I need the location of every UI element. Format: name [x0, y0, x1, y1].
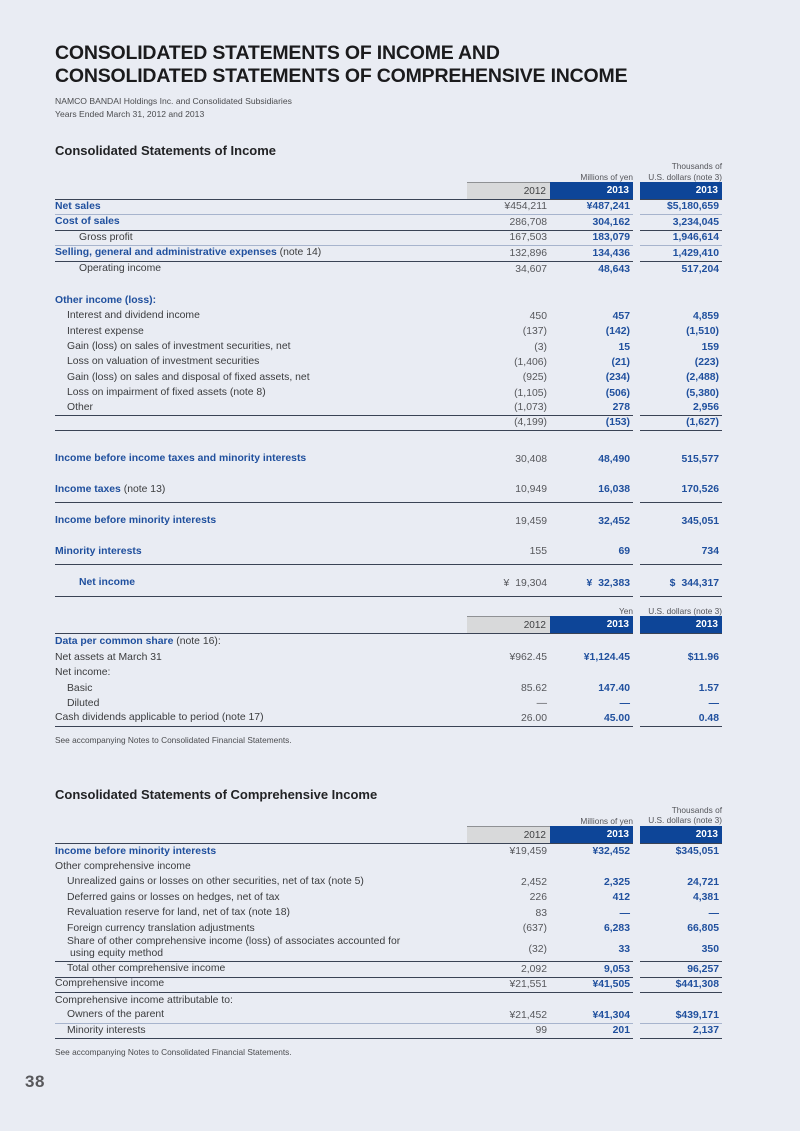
table-row: [55, 696, 722, 711]
table-row: [55, 711, 722, 726]
cell-2012: 286,708: [509, 216, 547, 228]
table-row: [55, 844, 722, 859]
row-label-text: Interest expense: [67, 325, 144, 337]
row-label-text: Other income (loss):: [55, 294, 157, 306]
cell-2013-yen: [550, 859, 633, 874]
row-label-text: Income before income taxes and minority interests: [55, 453, 307, 465]
page-number: 38: [25, 1072, 45, 1091]
cell-2013-yen: [550, 577, 633, 591]
cell-2013-usd: (2,488): [686, 372, 719, 384]
row-label: [55, 875, 467, 890]
cell-2013-yen: [550, 665, 633, 680]
cell-2012: 2,092: [520, 963, 547, 975]
year-cell-2013-usd: 2013: [640, 616, 722, 633]
row-label-text: Other comprehensive income: [55, 861, 191, 873]
row-label: [55, 355, 467, 370]
income-statement-table: [55, 161, 722, 597]
table-row: [55, 905, 722, 920]
row-label-text: Other: [67, 401, 93, 413]
row-label-text: Loss on impairment of fixed assets (note 8): [67, 387, 266, 399]
cell-2013-usd: 515,577: [681, 453, 719, 465]
row-label: [55, 324, 467, 339]
row-label-text: Unrealized gains or losses on other securities, net of tax (note 5): [67, 876, 364, 888]
fiscal-years: Years Ended March 31, 2012 and 2013: [55, 109, 205, 119]
cell-2012: [467, 634, 550, 649]
cell-2012: (4,199): [514, 417, 547, 429]
units-label-yen: Yen: [618, 606, 633, 617]
table-row: [55, 577, 722, 597]
cell-2013-yen: 304,162: [592, 216, 630, 228]
table-spacer: [55, 431, 722, 441]
cell-2012: 26.00: [520, 712, 547, 724]
units-usd-line1: Thousands of: [671, 804, 722, 815]
table-row: [55, 453, 722, 472]
row-label-text: Income before minority interests: [55, 515, 217, 527]
cell-2013-yen: —: [619, 698, 630, 710]
table-spacer: [55, 277, 722, 293]
row-label: [55, 921, 467, 936]
row-label-text: Gain (loss) on sales of investment securities, net: [67, 341, 291, 353]
cell-2013-usd: 3,234,045: [672, 216, 719, 228]
cell-2013-yen: (234): [605, 372, 630, 384]
table-row: [55, 1024, 722, 1039]
page-subtitle: [55, 95, 722, 121]
cell-2013-usd: —: [708, 698, 719, 710]
row-label-text: Operating income: [79, 263, 162, 275]
row-label: [55, 416, 467, 430]
cell-2013-usd: 1.57: [698, 683, 719, 695]
cell-2012: 34,607: [515, 263, 547, 275]
table-row: [55, 546, 722, 566]
row-label-line2: using equity method: [70, 947, 163, 959]
comprehensive-statement-title: Consolidated Statements of Comprehensive Income: [55, 786, 378, 802]
cell-2012: (137): [522, 326, 547, 338]
row-label-text: Net assets at March 31: [55, 651, 162, 663]
row-label-text: Minority interests: [55, 545, 142, 557]
row-label: [55, 890, 467, 905]
income-statement-title: Consolidated Statements of Income: [55, 143, 277, 158]
table-row: [55, 634, 722, 649]
row-label: [55, 844, 467, 859]
cell-2012: (1,406): [514, 356, 547, 368]
row-label-text: Gain (loss) on sales and disposal of fixed assets, net: [67, 371, 310, 383]
units-row: [55, 606, 722, 617]
units-label-yen: Millions of yen: [580, 172, 633, 182]
table-row: [55, 246, 722, 261]
cell-2012: [467, 665, 550, 680]
cell-2013-usd: 0.48: [698, 712, 719, 724]
row-label: [55, 859, 467, 874]
units-label-usd: [633, 161, 722, 182]
cell-2013-yen: 183,079: [592, 232, 630, 244]
row-label: [55, 515, 467, 529]
row-label: [55, 577, 467, 591]
row-label: [55, 231, 467, 245]
cell-2013-usd: (1,510): [686, 326, 719, 338]
cell-2013-yen: ¥1,124.45: [583, 652, 630, 664]
cell-2013-usd: (223): [694, 356, 719, 368]
cell-2013-usd: 350: [701, 944, 719, 956]
cell-2012: (3): [534, 341, 547, 353]
page-title-line1: CONSOLIDATED STATEMENTS OF INCOME AND: [55, 42, 500, 64]
cell-2013-usd: [640, 293, 722, 308]
table-row: [55, 215, 722, 230]
row-label: [55, 1024, 467, 1038]
row-label-text: Total other comprehensive income: [67, 963, 226, 975]
row-label: [55, 484, 467, 498]
cell-2012: 155: [529, 546, 547, 558]
row-label: [55, 246, 467, 260]
cell-2013-usd: $345,051: [675, 846, 719, 858]
table-row: [55, 262, 722, 277]
per-share-table: [55, 606, 722, 727]
cell-2013-yen: 147.40: [598, 683, 630, 695]
cell-2013-yen: 6,283: [603, 923, 630, 935]
row-label: [55, 905, 467, 920]
cell-2013-usd: 170,526: [681, 484, 719, 496]
cell-2012: 30,408: [515, 453, 547, 465]
comprehensive-footnote: See accompanying Notes to Consolidated Financial Statements.: [55, 1047, 292, 1058]
table-row: [55, 875, 722, 890]
cell-2013-usd: 517,204: [681, 263, 719, 275]
cell-2012: 83: [535, 907, 547, 919]
cell-2013-yen: [550, 993, 633, 1008]
row-label-text: Net income:: [55, 667, 111, 679]
row-label: [55, 453, 467, 467]
currency-symbol: ¥: [503, 577, 510, 589]
row-label: [55, 215, 467, 229]
units-usd-line1: Thousands of: [671, 161, 722, 171]
page-title: [55, 42, 722, 88]
table-row: [55, 484, 722, 504]
table-row: [55, 890, 722, 905]
cell-2012: —: [536, 698, 547, 710]
cell-2012: 19,459: [515, 515, 547, 527]
row-label-text: Diluted: [67, 697, 100, 709]
page-content: [55, 0, 722, 1057]
cell-2013-usd: $439,171: [675, 1009, 719, 1021]
row-label: [55, 293, 467, 308]
cell-2013-yen: 9,053: [603, 963, 630, 975]
cell-2013-yen: 2,325: [603, 876, 630, 888]
table-row: [55, 416, 722, 431]
row-label: [55, 546, 467, 560]
table-row: [55, 370, 722, 385]
cell-2013-yen: (153): [605, 417, 630, 429]
cell-2012: ¥21,452: [509, 1009, 547, 1021]
units-usd-line2: U.S. dollars (note 3): [648, 605, 722, 616]
cell-2013-yen: ¥487,241: [586, 201, 630, 213]
cell-2012: 2,452: [520, 876, 547, 888]
row-label: [55, 993, 467, 1008]
row-label-text: Net sales: [55, 200, 101, 212]
row-label: [55, 370, 467, 385]
cell-2013-usd: 4,859: [692, 310, 719, 322]
units-label-usd: [633, 606, 722, 617]
cell-2013-usd: —: [708, 907, 719, 919]
table-row: [55, 665, 722, 680]
row-label-text: Interest and dividend income: [67, 310, 200, 322]
row-label: [55, 665, 467, 680]
cell-2012: [467, 993, 550, 1008]
cell-2013-yen: 32,452: [598, 515, 630, 527]
year-cell-2013-yen: 2013: [550, 616, 633, 633]
cell-2013-yen: [550, 634, 633, 649]
cell-2013-usd: $441,308: [675, 978, 719, 990]
row-label-text: Gross profit: [79, 231, 133, 243]
row-label-text: Loss on valuation of investment securities: [67, 356, 260, 368]
row-label: [55, 339, 467, 354]
year-cell-2013-usd: 2013: [640, 182, 722, 199]
cell-2012: 450: [529, 310, 547, 322]
table-row: [55, 401, 722, 416]
cell-2013-yen: —: [619, 907, 630, 919]
row-label: [55, 1008, 467, 1022]
row-label: [55, 401, 467, 415]
row-label: [55, 696, 467, 711]
cell-2013-yen: 69: [618, 546, 630, 558]
cell-2012: ¥454,211: [504, 201, 547, 213]
row-label-text: Owners of the parent: [67, 1009, 165, 1021]
comprehensive-statement-table: [55, 805, 722, 1039]
cell-2013-yen: 278: [612, 402, 630, 414]
cell-2012: [467, 293, 550, 308]
cell-2013-usd: 2,137: [692, 1025, 719, 1037]
per-share-footnote: See accompanying Notes to Consolidated Financial Statements.: [55, 734, 292, 745]
cell-2013-usd: (5,380): [686, 387, 719, 399]
row-note: (note 16):: [173, 636, 221, 648]
row-label-text: Revaluation reserve for land, net of tax (note 18): [67, 907, 290, 919]
row-label-text: Minority interests: [67, 1024, 146, 1036]
cell-value: 19,304: [515, 577, 547, 589]
currency-symbol: ¥: [586, 577, 593, 589]
year-header-row: [55, 826, 722, 844]
cell-2012: ¥962.45: [509, 652, 547, 664]
row-label: [55, 936, 467, 961]
cell-2013-yen: ¥41,505: [592, 978, 630, 990]
row-label: [55, 634, 467, 649]
cell-2013-usd: 734: [701, 546, 719, 558]
row-label-text: Foreign currency translation adjustments: [67, 922, 255, 934]
row-label-text: Comprehensive income attributable to:: [55, 994, 233, 1006]
row-label-text: Comprehensive income: [55, 978, 165, 990]
cell-2012: ¥21,551: [509, 978, 547, 990]
row-note: (note 14): [276, 247, 322, 259]
cell-value: 344,317: [681, 577, 719, 589]
units-row: [55, 161, 722, 182]
row-label: [55, 681, 467, 696]
row-label-text: Selling, general and administrative expenses: [55, 247, 277, 259]
table-row: [55, 993, 722, 1008]
cell-2013-usd: 24,721: [687, 876, 719, 888]
cell-2013-yen: ¥41,304: [592, 1009, 630, 1021]
cell-2013-yen: 48,643: [598, 263, 630, 275]
row-label-text: Net income: [79, 577, 136, 589]
table-row: [55, 650, 722, 665]
cell-2013-yen: [550, 293, 633, 308]
cell-2013-yen: (506): [605, 387, 630, 399]
table-row: [55, 355, 722, 370]
cell-2012: 132,896: [509, 247, 547, 259]
cell-2013-yen: 16,038: [598, 484, 630, 496]
row-label: [55, 308, 467, 323]
table-row: [55, 859, 722, 874]
row-label-text: Income before minority interests: [55, 845, 217, 857]
row-label-text: Deferred gains or losses on hedges, net of tax: [67, 891, 280, 903]
units-label-yen: Millions of yen: [580, 815, 633, 826]
cell-2013-usd: 66,805: [687, 923, 719, 935]
cell-2013-usd: (1,627): [686, 417, 719, 429]
row-label: [55, 978, 467, 992]
table-row: [55, 681, 722, 696]
row-label: [55, 200, 467, 214]
table-row: [55, 921, 722, 936]
cell-2013-usd: 2,956: [692, 402, 719, 414]
row-label: [55, 262, 467, 277]
cell-2013-usd: 1,429,410: [672, 247, 719, 259]
table-row: [55, 339, 722, 354]
year-cell-2012: 2012: [467, 826, 550, 843]
cell-2012: (32): [528, 944, 547, 956]
cell-2013-yen: (142): [605, 326, 630, 338]
row-label-text: Data per common share: [55, 636, 174, 648]
cell-2012: [467, 577, 550, 591]
cell-2013-yen: ¥32,452: [592, 846, 630, 858]
currency-symbol: $: [669, 577, 676, 589]
cell-2012: (637): [522, 923, 547, 935]
units-label-usd: [633, 805, 722, 826]
cell-2013-usd: [640, 577, 722, 591]
units-usd-line2: U.S. dollars (note 3): [648, 815, 722, 826]
table-row: [55, 293, 722, 308]
row-label: [55, 385, 467, 400]
row-label: [55, 650, 467, 665]
cell-2013-yen: 201: [612, 1025, 630, 1037]
year-cell-2013-yen: 2013: [550, 826, 633, 843]
table-row: [55, 231, 722, 246]
year-header-row: [55, 182, 722, 200]
cell-2013-usd: [640, 665, 722, 680]
cell-2013-usd: [640, 634, 722, 649]
cell-2012: 167,503: [509, 232, 547, 244]
cell-2012: (925): [522, 372, 547, 384]
row-label-text: Share of other comprehensive income (loss) of associates accounted for: [67, 936, 401, 948]
cell-value: 32,383: [598, 577, 630, 589]
cell-2013-yen: 15: [618, 341, 630, 353]
cell-2012: [467, 859, 550, 874]
cell-2012: 226: [529, 892, 547, 904]
cell-2013-yen: 48,490: [598, 453, 630, 465]
cell-2012: 85.62: [520, 683, 547, 695]
table-row: [55, 385, 722, 400]
cell-2013-usd: $11.96: [687, 652, 719, 664]
cell-2013-usd: 345,051: [681, 515, 719, 527]
units-row: [55, 805, 722, 826]
cell-2013-yen: 33: [618, 944, 630, 956]
table-row: [55, 515, 722, 534]
row-label-text: Cost of sales: [55, 216, 120, 228]
cell-2013-usd: 4,381: [692, 892, 719, 904]
cell-2012: 10,949: [515, 484, 547, 496]
cell-2013-yen: (21): [611, 356, 630, 368]
cell-2013-yen: 457: [612, 310, 630, 322]
row-label-text: Basic: [67, 682, 93, 694]
year-header-row: [55, 616, 722, 634]
year-cell-2012: 2012: [467, 616, 550, 633]
cell-2013-yen: 412: [612, 892, 630, 904]
page-title-line2: CONSOLIDATED STATEMENTS OF COMPREHENSIVE INCOME: [55, 65, 628, 87]
cell-2013-usd: 159: [701, 341, 719, 353]
cell-2013-usd: [640, 859, 722, 874]
year-cell-2012: 2012: [467, 182, 550, 199]
table-row: [55, 962, 722, 977]
row-note: (note 13): [120, 483, 166, 495]
table-row: [55, 200, 722, 215]
table-row: [55, 936, 722, 962]
cell-2012: 99: [535, 1025, 547, 1037]
company-name: NAMCO BANDAI Holdings Inc. and Consolidated Subsidiaries: [55, 96, 292, 106]
cell-2013-usd: [640, 993, 722, 1008]
cell-2013-usd: 1,946,614: [672, 232, 719, 244]
cell-2012: ¥19,459: [509, 846, 547, 858]
year-cell-2013-yen: 2013: [550, 182, 633, 199]
cell-2012: (1,105): [514, 387, 547, 399]
table-row: [55, 1008, 722, 1023]
table-row: [55, 308, 722, 323]
row-label-text: Cash dividends applicable to period (note 17): [55, 712, 264, 724]
row-label: [55, 711, 467, 725]
year-cell-2013-usd: 2013: [640, 826, 722, 843]
cell-2013-yen: 45.00: [603, 712, 630, 724]
row-label: [55, 962, 467, 976]
table-row: [55, 978, 722, 993]
table-row: [55, 324, 722, 339]
cell-2013-yen: 134,436: [592, 247, 630, 259]
row-label-text: Income taxes: [55, 483, 121, 495]
cell-2013-usd: $5,180,659: [666, 201, 719, 213]
units-usd-line2: U.S. dollars (note 3): [648, 171, 722, 182]
cell-2012: (1,073): [514, 402, 547, 414]
cell-2013-usd: 96,257: [687, 963, 719, 975]
